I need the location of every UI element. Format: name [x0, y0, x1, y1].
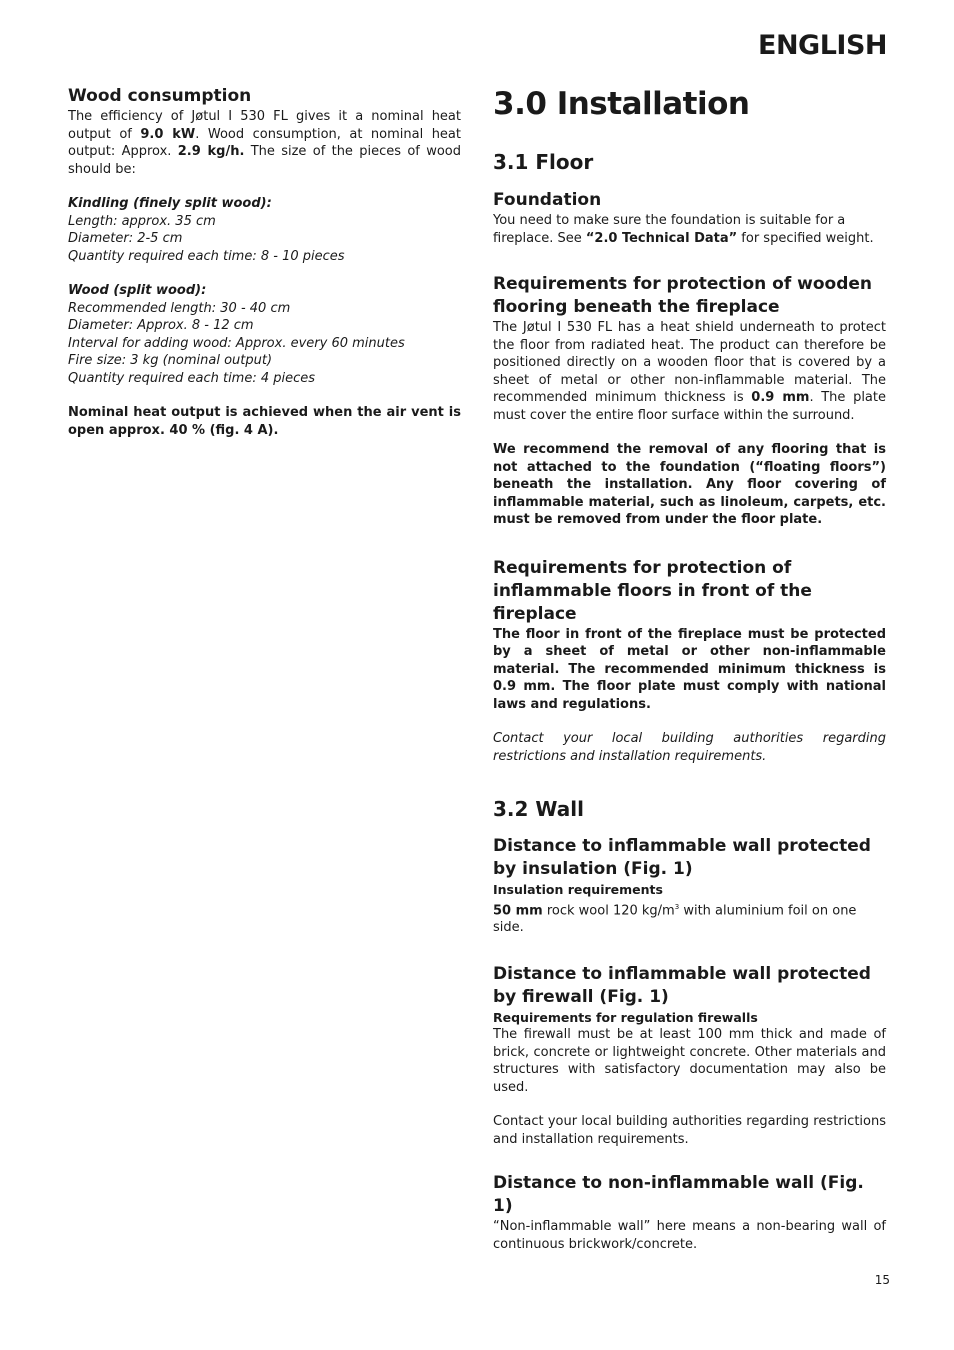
- front-floor-note: Contact your local building authorities regarding restrictions and installation requirements.: [493, 731, 886, 764]
- wooden-floor-heading: Requirements for protection of wooden flooring beneath the fireplace: [493, 274, 872, 317]
- foundation-heading: Foundation: [493, 190, 602, 210]
- wood-line: Diameter: Approx. 8 - 12 cm: [68, 318, 254, 333]
- wood-line: Fire size: 3 kg (nominal output): [68, 353, 273, 368]
- firewall-heading: Distance to inflammable wall protected by firewall (Fig. 1): [493, 963, 871, 1007]
- noninflammable-text: “Non-inflammable wall” here means a non-bearing wall of continuous brickwork/concrete.: [493, 1219, 886, 1252]
- kindling-title: Kindling (finely split wood):: [68, 196, 272, 211]
- foundation-text: You need to make sure the foundation is suitable for a fireplace. See “2.0 Technical Data” for specified weight.: [493, 213, 874, 246]
- nominal-heat-note: Nominal heat output is achieved when the air vent is open approx. 40 % (fig. 4 A).: [68, 405, 461, 438]
- page-title: 3.0 Installation: [493, 86, 750, 122]
- kindling-line: Diameter: 2-5 cm: [68, 231, 183, 246]
- front-floor-heading: Requirements for protection of inflammable floors in front of the fireplace: [493, 557, 812, 624]
- insulation-heading: Distance to inflammable wall protected by insulation (Fig. 1): [493, 836, 871, 879]
- left-column: [68, 86, 461, 439]
- wood-consumption-intro: The efficiency of Jøtul I 530 FL gives it a nominal heat output of 9.0 kW. Wood consumption, at nominal heat output: Approx. 2.9 kg/h. The size of the pieces of wood should be:: [68, 109, 462, 177]
- firewall-note: Contact your local building authorities regarding restrictions and installation requirements.: [493, 1114, 886, 1147]
- wooden-floor-text: The Jøtul I 530 FL has a heat shield underneath to protect the floor from radiated heat. The product can therefore be positioned directly on a wooden floor that is covered by a sheet of metal or other non-inflammable material. The recommended minimum thickness is 0.9 mm. The plate must cover the entire floor surface within the surround.: [493, 320, 886, 423]
- kindling-line: Length: approx. 35 cm: [68, 213, 216, 229]
- page-number: 15: [874, 1273, 890, 1287]
- insulation-text: 50 mm rock wool 120 $kg/m^3$ with aluminium foil on one side.: [493, 902, 857, 936]
- front-floor-text: The floor in front of the fireplace must be protected by a sheet of metal or other non-inflammable material. The recommended minimum thickness is 0.9 mm. The floor plate must comply with national laws and regulations.: [493, 626, 886, 712]
- firewall-text: The firewall must be at least 100 mm thick and made of brick, concrete or lightweight concrete. Other materials and structures with satisfactory documentation may also be used.: [493, 1027, 886, 1095]
- firewall-subheading: Requirements for regulation firewalls: [493, 1009, 758, 1025]
- wood-line: Recommended length: 30 - 40 cm: [68, 300, 291, 316]
- kindling-line: Quantity required each time: 8 - 10 pieces: [68, 248, 345, 264]
- section-wall-heading: 3.2 Wall: [493, 797, 584, 821]
- noninflammable-heading: Distance to non-inflammable wall (Fig. 1): [493, 1173, 864, 1217]
- right-column: [493, 84, 886, 1253]
- wooden-floor-note: We recommend the removal of any flooring that is not attached to the foundation (“floating floors”) beneath the installation. Any floor covering of inflammable material, such as linoleum, carpets, etc. must be removed from under the floor plate.: [493, 442, 886, 527]
- wood-line: Interval for adding wood: Approx. every 60 minutes: [68, 335, 405, 351]
- wood-title: Wood (split wood):: [68, 283, 207, 298]
- wood-line: Quantity required each time: 4 pieces: [68, 370, 316, 386]
- wood-consumption-heading: Wood consumption: [68, 86, 252, 106]
- section-floor-heading: 3.1 Floor: [493, 150, 594, 174]
- language-label: ENGLISH: [758, 30, 887, 61]
- insulation-subheading: Insulation requirements: [493, 882, 663, 897]
